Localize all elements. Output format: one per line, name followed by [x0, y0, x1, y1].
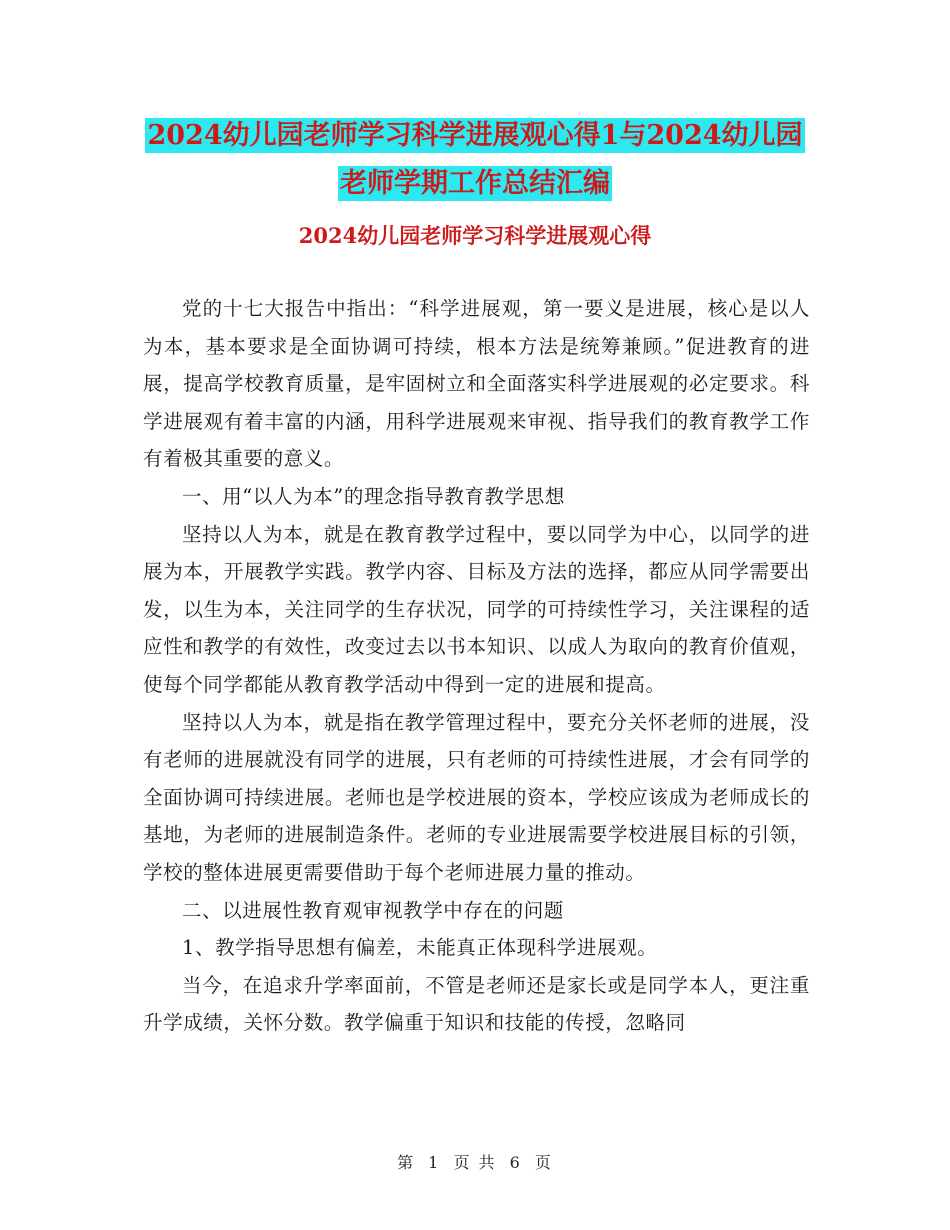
document-body: [143, 290, 810, 1042]
section-title: 2024幼儿园老师学习科学进展观心得: [298, 223, 652, 248]
paragraph: 党的十七大报告中指出：“科学进展观，第一要义是进展，核心是以人为本，基本要求是全面协调可持续，根本方法是统筹兼顾。”促进教育的进展，提高学校教育质量，是牢固树立和全面落实科学进展观的必定要求。科学进展观有着丰富的内涵，用科学进展观来审视、指导我们的教育教学工作有着极其重要的意义。: [143, 297, 810, 471]
page-number-total: 6: [509, 1153, 522, 1172]
paragraph: 1、教学指导思想有偏差，未能真正体现科学进展观。: [182, 936, 658, 960]
page-label-mid: 页 共: [453, 1153, 497, 1172]
page-label-suffix: 页: [534, 1153, 553, 1172]
paragraph: 一、用“以人为本”的理念指导教育教学思想: [182, 484, 565, 508]
page-label-prefix: 第: [397, 1153, 416, 1172]
paragraph: 坚持以人为本，就是指在教学管理过程中，要充分关怀老师的进展，没有老师的进展就没有同学的进展，只有老师的可持续性进展，才会有同学的全面协调可持续进展。老师也是学校进展的资本，学校应该成为老师成长的基地，为老师的进展制造条件。老师的专业进展需要学校进展目标的引领，学校的整体进展更需要借助于每个老师进展力量的推动。: [143, 710, 810, 884]
document-title-text: 2024幼儿园老师学习科学进展观心得1与2024幼儿园老师学期工作总结汇编: [147, 120, 803, 199]
page-number-current: 1: [428, 1153, 441, 1172]
page-footer: [0, 1150, 950, 1173]
paragraph: 当今，在追求升学率面前，不管是老师还是家长或是同学本人，更注重升学成绩，关怀分数。教学偏重于知识和技能的传授，忽略同: [143, 973, 810, 1035]
paragraph: 二、以进展性教育观审视教学中存在的问题: [182, 898, 564, 922]
paragraph: 坚持以人为本，就是在教育教学过程中，要以同学为中心，以同学的进展为本，开展教学实践。教学内容、目标及方法的选择，都应从同学需要出发，以生为本，关注同学的生存状况，同学的可持续性学习，关注课程的适应性和教学的有效性，改变过去以书本知识、以成人为取向的教育价值观，使每个同学都能从教育教学活动中得到一定的进展和提高。: [143, 522, 810, 696]
document-title: [140, 112, 810, 208]
